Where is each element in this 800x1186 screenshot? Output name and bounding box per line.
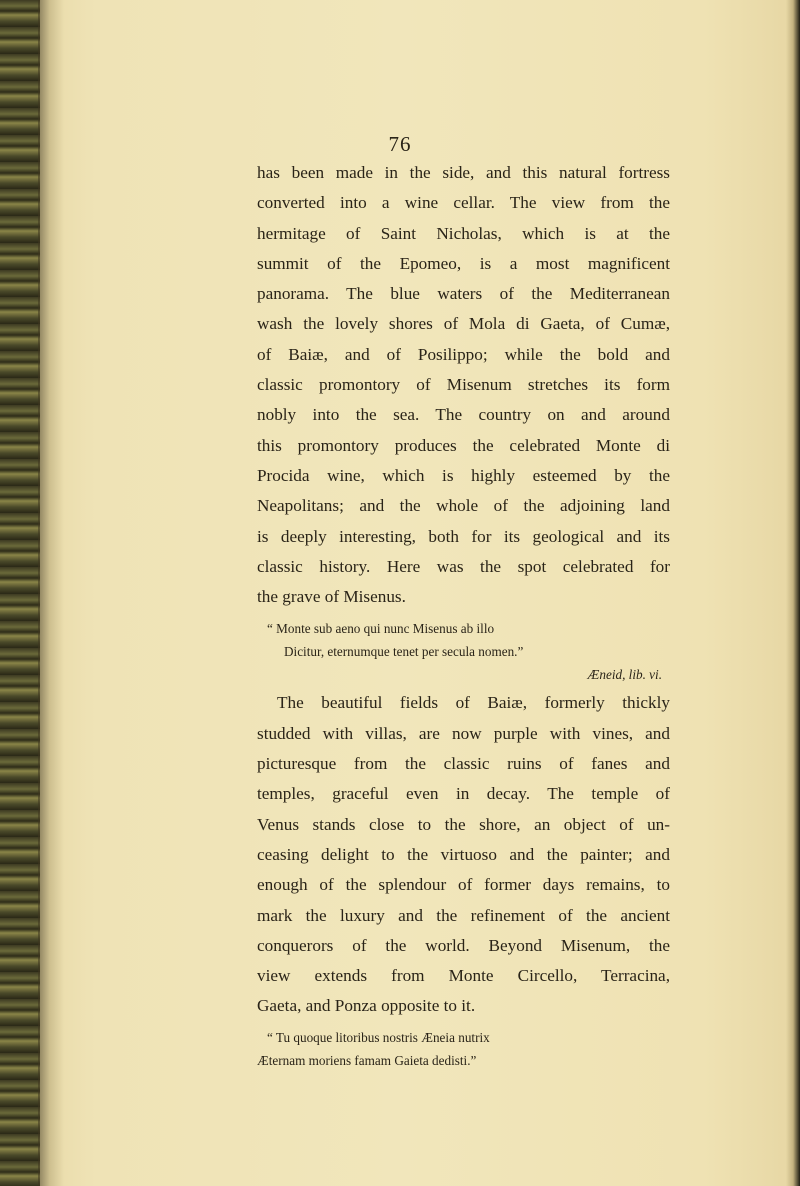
gutter-shadow [38, 0, 64, 1186]
paragraph-2 [257, 688, 670, 1021]
text-line: picturesque from the classic ruins of fanes and [257, 754, 670, 774]
text-line: mark the luxury and the refinement of the ancient [257, 905, 670, 925]
text-line: nobly into the sea. The country on and around [257, 405, 670, 425]
paragraph-1 [257, 158, 670, 612]
quote-attribution: Æneid, lib. vi. [587, 667, 662, 683]
latin-quote-2 [257, 1026, 670, 1072]
text-line: Procida wine, which is highly esteemed by the [257, 465, 670, 485]
quote-line: “ Monte sub aeno qui nunc Misenus ab illo [267, 621, 495, 637]
text-line: view extends from Monte Circello, Terracina, [257, 966, 670, 986]
text-line: The beautiful fields of Baiæ, formerly thickly [277, 693, 670, 713]
text-line: classic promontory of Misenum stretches its form [257, 375, 670, 395]
text-line: Neapolitans; and the whole of the adjoining land [257, 496, 670, 516]
latin-quote-1 [257, 617, 670, 686]
text-line: temples, graceful even in decay. The temple of [257, 784, 670, 804]
text-line: Gaeta, and Ponza opposite to it. [257, 996, 476, 1016]
text-line: summit of the Epomeo, is a most magnificent [257, 253, 670, 273]
book-binding-edge [0, 0, 40, 1186]
text-line: Venus stands close to the shore, an object of un- [257, 814, 670, 834]
text-line: studded with villas, are now purple with vines, and [257, 723, 670, 743]
quote-line: Æternam moriens famam Gaieta dedisti.” [257, 1052, 477, 1068]
text-line: hermitage of Saint Nicholas, which is at the [257, 223, 670, 243]
text-line: the grave of Misenus. [257, 587, 406, 607]
text-line: enough of the splendour of former days remains, to [257, 875, 670, 895]
text-line: conquerors of the world. Beyond Misenum, the [257, 935, 670, 955]
page-number: 76 [388, 132, 412, 156]
page-right-edge [786, 0, 800, 1186]
text-line: this promontory produces the celebrated Monte di [257, 435, 670, 455]
text-line: classic history. Here was the spot celebrated for [257, 556, 670, 576]
quote-line: Dicitur, eternumque tenet per secula nomen.” [284, 644, 524, 660]
text-line: is deeply interesting, both for its geological and its [257, 526, 670, 546]
text-line: of Baiæ, and of Posilippo; while the bold and [257, 344, 670, 364]
text-line: has been made in the side, and this natural fortress [257, 163, 670, 182]
text-line: ceasing delight to the virtuoso and the painter; and [257, 844, 670, 864]
text-line: panorama. The blue waters of the Mediterranean [257, 284, 670, 304]
text-line: wash the lovely shores of Mola di Gaeta, of Cumæ, [257, 314, 670, 334]
page-text [257, 158, 670, 1072]
text-line: converted into a wine cellar. The view from the [257, 193, 670, 213]
quote-line: “ Tu quoque litoribus nostris Æneia nutrix [267, 1029, 490, 1045]
